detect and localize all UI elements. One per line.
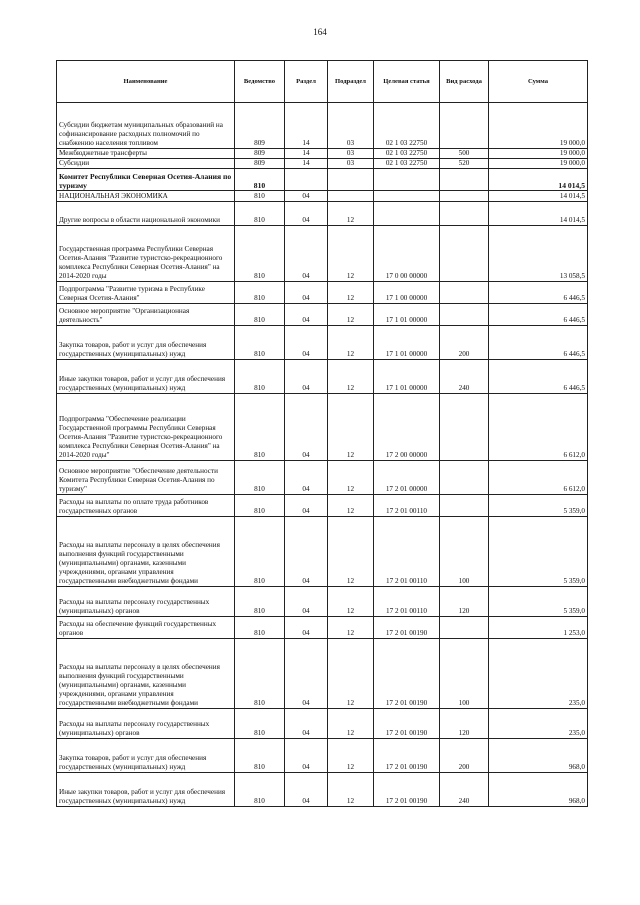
cell-sum: 235,0 (489, 709, 588, 739)
cell-name: Расходы на выплаты персоналу в целях обеспечения выполнения функций государственными (муниципальными) органами, казенными учреждениями, органами управления государственными внебюджетными фондами (57, 517, 235, 587)
cell-sum: 14 014,5 (489, 191, 588, 202)
table-row (57, 360, 588, 394)
cell-sum: 19 000,0 (489, 159, 588, 169)
cell-article: 02 1 03 22750 (374, 159, 440, 169)
cell-article: 17 1 01 00000 (374, 326, 440, 360)
cell-name: Субсидии бюджетам муниципальных образований на софинансирование расходных полномочий по снабжению населения топливом (57, 103, 235, 149)
table-row (57, 394, 588, 461)
cell-article: 17 1 01 00000 (374, 304, 440, 326)
cell-sum: 6 446,5 (489, 326, 588, 360)
cell-subsection: 03 (328, 159, 374, 169)
cell-name: НАЦИОНАЛЬНАЯ ЭКОНОМИКА (57, 191, 235, 202)
cell-section: 04 (285, 326, 328, 360)
cell-type: 500 (440, 149, 489, 159)
cell-subsection: 12 (328, 739, 374, 773)
cell-article: 17 2 01 00110 (374, 587, 440, 617)
cell-sum: 19 000,0 (489, 149, 588, 159)
cell-subsection: 12 (328, 394, 374, 461)
cell-section: 04 (285, 191, 328, 202)
cell-article: 17 2 01 00190 (374, 709, 440, 739)
cell-article: 17 2 00 00000 (374, 394, 440, 461)
cell-subsection: 12 (328, 304, 374, 326)
page-number: 164 (313, 27, 327, 37)
cell-sum: 6 612,0 (489, 461, 588, 495)
cell-type: 200 (440, 326, 489, 360)
cell-type (440, 191, 489, 202)
table-row (57, 709, 588, 739)
cell-section (285, 169, 328, 191)
cell-sum: 5 359,0 (489, 517, 588, 587)
cell-name: Закупка товаров, работ и услуг для обеспечения государственных (муниципальных) нужд (57, 326, 235, 360)
cell-dept: 810 (235, 304, 285, 326)
cell-type (440, 202, 489, 226)
table-row (57, 282, 588, 304)
cell-dept: 810 (235, 495, 285, 517)
cell-dept: 810 (235, 773, 285, 807)
header-name: Наименование (57, 61, 235, 103)
cell-name: Основное мероприятие "Обеспечение деятельности Комитета Республики Северная Осетия-Алания по туризму" (57, 461, 235, 495)
table-row (57, 461, 588, 495)
header-type: Вид расхода (440, 61, 489, 103)
cell-dept: 810 (235, 282, 285, 304)
table-header-row (57, 61, 588, 103)
cell-type: 100 (440, 517, 489, 587)
cell-section: 04 (285, 461, 328, 495)
table-row (57, 739, 588, 773)
cell-name: Закупка товаров, работ и услуг для обеспечения государственных (муниципальных) нужд (57, 739, 235, 773)
cell-type (440, 394, 489, 461)
cell-sum: 968,0 (489, 739, 588, 773)
cell-article: 17 2 01 00190 (374, 617, 440, 639)
table-row (57, 149, 588, 159)
table-row (57, 304, 588, 326)
cell-type (440, 103, 489, 149)
cell-article (374, 169, 440, 191)
table-row (57, 202, 588, 226)
budget-table (56, 60, 588, 807)
cell-subsection: 12 (328, 587, 374, 617)
cell-sum: 6 612,0 (489, 394, 588, 461)
cell-type: 120 (440, 709, 489, 739)
cell-dept: 810 (235, 326, 285, 360)
cell-subsection: 12 (328, 202, 374, 226)
cell-dept: 810 (235, 360, 285, 394)
cell-section: 04 (285, 202, 328, 226)
header-article: Целевая статья (374, 61, 440, 103)
cell-article: 17 1 01 00000 (374, 360, 440, 394)
cell-name: Подпрограмма "Развитие туризма в Республике Северная Осетия-Алания" (57, 282, 235, 304)
cell-section: 04 (285, 709, 328, 739)
cell-name: Иные закупки товаров, работ и услуг для обеспечения государственных (муниципальных) нужд (57, 773, 235, 807)
cell-sum: 5 359,0 (489, 495, 588, 517)
table-row (57, 495, 588, 517)
table-body (57, 103, 588, 807)
cell-dept: 810 (235, 639, 285, 709)
cell-section: 04 (285, 639, 328, 709)
cell-sum: 968,0 (489, 773, 588, 807)
cell-name: Подпрограмма "Обеспечение реализации Государственной программы Республики Северная Осетия-Алания "Развитие туристско-рекреационного комплекса Республики Северная Осетия-Алания" на 2014-2020 годы" (57, 394, 235, 461)
cell-article: 02 1 03 22750 (374, 103, 440, 149)
cell-dept: 810 (235, 617, 285, 639)
cell-subsection: 12 (328, 617, 374, 639)
cell-section: 04 (285, 394, 328, 461)
cell-subsection: 12 (328, 282, 374, 304)
cell-subsection (328, 169, 374, 191)
cell-article (374, 202, 440, 226)
cell-article: 17 2 01 00110 (374, 517, 440, 587)
cell-dept: 810 (235, 394, 285, 461)
cell-subsection: 12 (328, 773, 374, 807)
table-row (57, 159, 588, 169)
cell-sum: 235,0 (489, 639, 588, 709)
cell-sum: 14 014,5 (489, 169, 588, 191)
cell-type: 200 (440, 739, 489, 773)
cell-subsection: 12 (328, 226, 374, 282)
header-dept: Ведомство (235, 61, 285, 103)
cell-dept: 810 (235, 202, 285, 226)
table-row (57, 169, 588, 191)
table-row (57, 517, 588, 587)
cell-article: 17 0 00 00000 (374, 226, 440, 282)
cell-name: Расходы на выплаты персоналу государственных (муниципальных) органов (57, 587, 235, 617)
cell-type (440, 282, 489, 304)
cell-type: 100 (440, 639, 489, 709)
cell-dept: 810 (235, 461, 285, 495)
cell-section: 04 (285, 773, 328, 807)
cell-section: 14 (285, 103, 328, 149)
cell-section: 04 (285, 495, 328, 517)
cell-article (374, 191, 440, 202)
cell-dept: 809 (235, 159, 285, 169)
cell-section: 14 (285, 149, 328, 159)
cell-subsection: 12 (328, 461, 374, 495)
cell-subsection: 12 (328, 639, 374, 709)
cell-type (440, 304, 489, 326)
cell-section: 04 (285, 517, 328, 587)
cell-article: 17 2 01 00190 (374, 639, 440, 709)
table-row (57, 103, 588, 149)
cell-sum: 5 359,0 (489, 587, 588, 617)
table-row (57, 226, 588, 282)
cell-section: 04 (285, 304, 328, 326)
cell-section: 04 (285, 282, 328, 304)
cell-dept: 810 (235, 709, 285, 739)
cell-name: Другие вопросы в области национальной экономики (57, 202, 235, 226)
cell-subsection: 12 (328, 517, 374, 587)
cell-section: 04 (285, 587, 328, 617)
header-section: Раздел (285, 61, 328, 103)
cell-subsection: 12 (328, 709, 374, 739)
cell-section: 04 (285, 360, 328, 394)
cell-name: Расходы на выплаты персоналу в целях обеспечения выполнения функций государственными (муниципальными) органами, казенными учреждениями, органами управления государственными внебюджетными фондами (57, 639, 235, 709)
cell-dept: 810 (235, 226, 285, 282)
cell-dept: 810 (235, 517, 285, 587)
cell-subsection: 12 (328, 360, 374, 394)
cell-type: 120 (440, 587, 489, 617)
cell-dept: 810 (235, 191, 285, 202)
table-row (57, 587, 588, 617)
table-row (57, 773, 588, 807)
cell-dept: 810 (235, 587, 285, 617)
cell-section: 14 (285, 159, 328, 169)
cell-article: 17 1 00 00000 (374, 282, 440, 304)
cell-subsection: 03 (328, 103, 374, 149)
cell-type: 240 (440, 773, 489, 807)
cell-dept: 810 (235, 739, 285, 773)
cell-name: Основное мероприятие "Организационная деятельность" (57, 304, 235, 326)
cell-sum: 19 000,0 (489, 103, 588, 149)
cell-name: Субсидии (57, 159, 235, 169)
cell-subsection (328, 191, 374, 202)
cell-article: 17 2 01 00190 (374, 773, 440, 807)
cell-section: 04 (285, 617, 328, 639)
cell-name: Расходы на выплаты персоналу государственных (муниципальных) органов (57, 709, 235, 739)
cell-article: 02 1 03 22750 (374, 149, 440, 159)
cell-type: 520 (440, 159, 489, 169)
cell-article: 17 2 01 00000 (374, 461, 440, 495)
cell-sum: 6 446,5 (489, 360, 588, 394)
cell-dept: 809 (235, 103, 285, 149)
cell-type (440, 169, 489, 191)
cell-article: 17 2 01 00190 (374, 739, 440, 773)
cell-type (440, 461, 489, 495)
cell-article: 17 2 01 00110 (374, 495, 440, 517)
cell-type (440, 226, 489, 282)
header-sum: Сумма (489, 61, 588, 103)
cell-name: Расходы на выплаты по оплате труда работников государственных органов (57, 495, 235, 517)
cell-name: Межбюджетные трансферты (57, 149, 235, 159)
cell-dept: 809 (235, 149, 285, 159)
cell-dept: 810 (235, 169, 285, 191)
cell-section: 04 (285, 226, 328, 282)
cell-name: Иные закупки товаров, работ и услуг для обеспечения государственных (муниципальных) нужд (57, 360, 235, 394)
cell-type (440, 495, 489, 517)
cell-name: Расходы на обеспечение функций государственных органов (57, 617, 235, 639)
cell-type (440, 617, 489, 639)
cell-subsection: 12 (328, 326, 374, 360)
table-row (57, 639, 588, 709)
table-row (57, 191, 588, 202)
cell-name: Комитет Республики Северная Осетия-Алания по туризму (57, 169, 235, 191)
cell-type: 240 (440, 360, 489, 394)
cell-sum: 6 446,5 (489, 282, 588, 304)
cell-subsection: 03 (328, 149, 374, 159)
table-row (57, 326, 588, 360)
cell-sum: 1 253,0 (489, 617, 588, 639)
header-subsection: Подраздел (328, 61, 374, 103)
cell-subsection: 12 (328, 495, 374, 517)
cell-section: 04 (285, 739, 328, 773)
cell-sum: 13 058,5 (489, 226, 588, 282)
cell-sum: 6 446,5 (489, 304, 588, 326)
cell-name: Государственная программа Республики Северная Осетия-Алания "Развитие туристско-рекреационного комплекса Республики Северная Осетия-Алания" на 2014-2020 годы (57, 226, 235, 282)
cell-sum: 14 014,5 (489, 202, 588, 226)
table-row (57, 617, 588, 639)
